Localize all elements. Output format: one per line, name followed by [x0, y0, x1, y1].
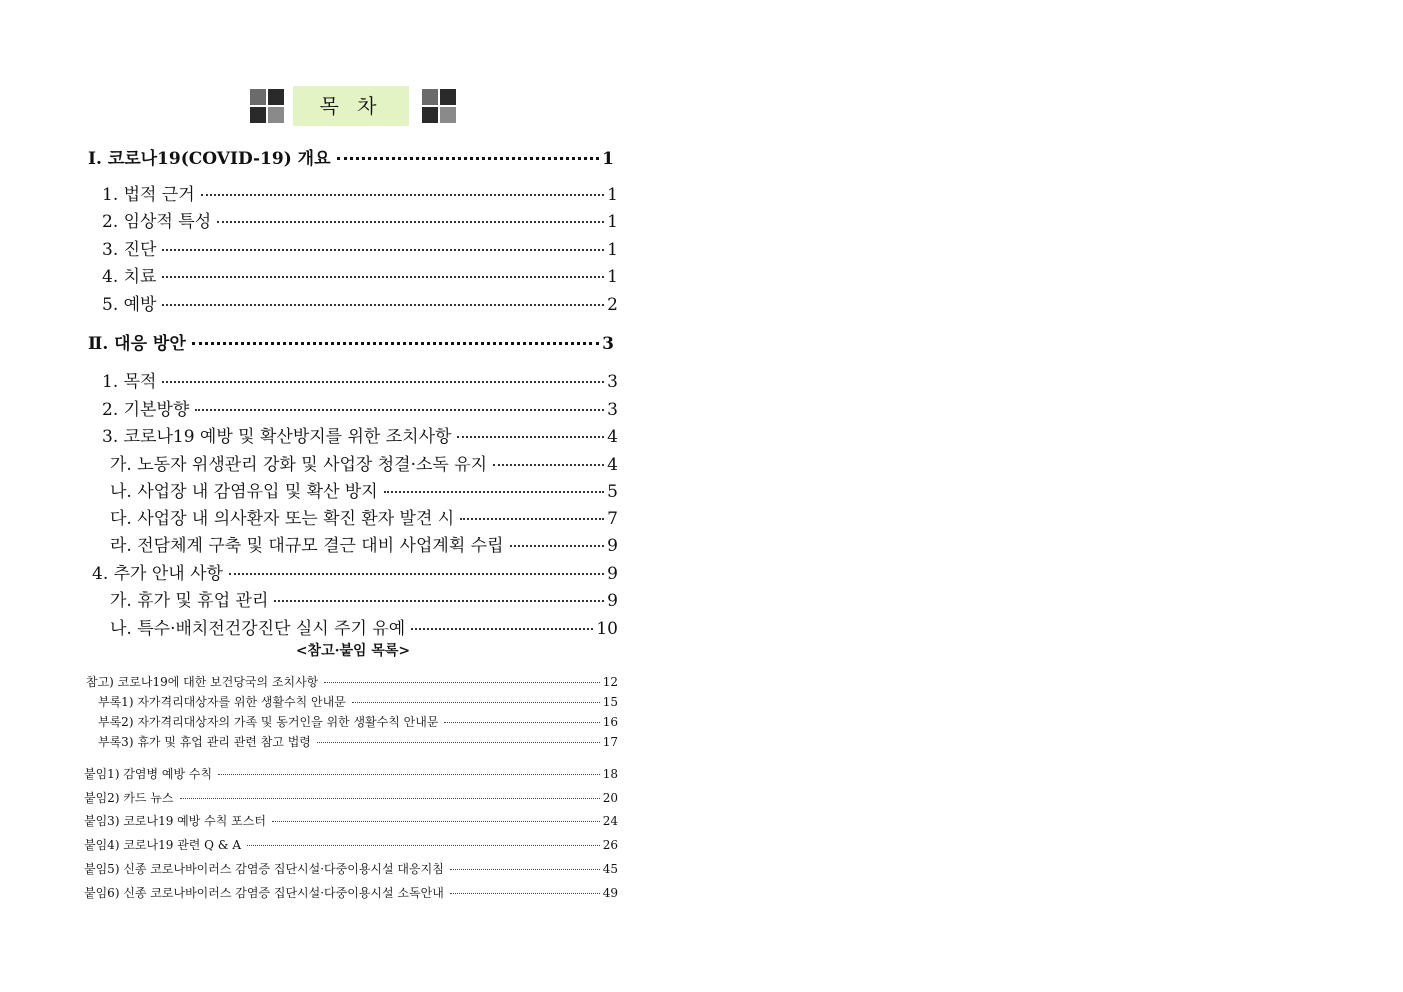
toc-subitem[interactable] — [110, 614, 618, 639]
leader-dots — [444, 722, 599, 723]
attachment-page-number: 45 — [602, 862, 618, 876]
toc-item-label: 가. 휴가 및 휴업 관리 — [110, 591, 269, 611]
toc-item[interactable] — [102, 262, 618, 287]
leader-dots — [352, 702, 600, 703]
toc-subitem[interactable] — [110, 477, 618, 502]
toc-page-number: 1 — [607, 185, 618, 205]
toc-item[interactable] — [102, 290, 618, 315]
leader-dots — [162, 381, 604, 383]
toc-subitem[interactable] — [110, 504, 618, 529]
leader-dots — [201, 194, 604, 196]
attachment-label: 붙임5) 신종 코로나바이러스 감염증 집단시설·다중이용시설 대응지침 — [84, 862, 444, 876]
toc-subitem[interactable] — [110, 586, 618, 611]
leader-dots — [180, 798, 600, 799]
ref-item[interactable] — [86, 673, 618, 690]
toc-item-label: 다. 사업장 내 의사환자 또는 확진 환자 발견 시 — [110, 509, 455, 529]
toc-page-number: 10 — [596, 619, 618, 639]
ref-item[interactable] — [98, 693, 618, 710]
toc-page-number: 9 — [607, 591, 618, 611]
toc-item-label: 나. 사업장 내 감염유입 및 확산 방지 — [110, 482, 378, 502]
toc-page-number: 1 — [607, 212, 618, 232]
ref-page-number: 12 — [602, 675, 618, 689]
toc-item[interactable] — [102, 235, 618, 260]
attachment-page-number: 49 — [602, 886, 618, 900]
toc-item[interactable] — [102, 395, 618, 420]
toc-item-label: 가. 노동자 위생관리 강화 및 사업장 청결·소독 유지 — [110, 455, 488, 475]
toc-page-number: 3 — [607, 372, 618, 392]
toc-page-number: 7 — [607, 509, 618, 529]
ref-label: 부록2) 자가격리대상자의 가족 및 동거인을 위한 생활수칙 안내문 — [98, 715, 439, 729]
grid-decoration-icon — [250, 89, 284, 123]
ref-page-number: 15 — [602, 695, 618, 709]
toc-item-label: 2. 임상적 특성 — [102, 212, 212, 232]
leader-dots — [274, 600, 604, 602]
toc-item[interactable] — [102, 367, 618, 392]
toc-page-number: 9 — [607, 536, 618, 556]
leader-dots — [510, 545, 605, 547]
attachment-item[interactable] — [84, 860, 618, 877]
toc-page-number: 4 — [607, 455, 618, 475]
attachment-page-number: 24 — [602, 814, 618, 828]
leader-dots — [457, 436, 604, 438]
toc-page-number: 1 — [607, 267, 618, 287]
toc-item-label: 2. 기본방향 — [102, 400, 190, 420]
toc-section[interactable] — [88, 144, 614, 169]
toc-item-label: 4. 치료 — [102, 267, 157, 287]
ref-label: 부록1) 자가격리대상자를 위한 생활수칙 안내문 — [98, 695, 346, 709]
ref-label: 부록3) 휴가 및 휴업 관리 관련 참고 법령 — [98, 735, 311, 749]
toc-page-number: 3 — [602, 334, 614, 354]
toc-item[interactable] — [102, 422, 618, 447]
refs-heading: <참고·붙임 목록> — [295, 643, 411, 659]
attachment-item[interactable] — [84, 884, 618, 901]
leader-dots — [218, 774, 600, 775]
toc-item[interactable] — [92, 559, 618, 584]
toc-page-number: 5 — [607, 482, 618, 502]
ref-page-number: 17 — [602, 735, 618, 749]
ref-item[interactable] — [98, 733, 618, 750]
toc-page-number: 1 — [602, 149, 614, 169]
attachment-label: 붙임3) 코로나19 예방 수칙 포스터 — [84, 814, 266, 828]
toc-item[interactable] — [102, 180, 618, 205]
attachment-page-number: 18 — [602, 767, 618, 781]
leader-dots — [217, 221, 604, 223]
toc-subitem[interactable] — [110, 450, 618, 475]
toc-section-label: Ⅱ. 대응 방안 — [88, 334, 186, 354]
toc-item-label: 3. 진단 — [102, 240, 157, 260]
leader-dots — [384, 491, 604, 493]
toc-page-number: 4 — [607, 427, 618, 447]
grid-decoration-icon — [422, 89, 456, 123]
toc-item-label: 4. 추가 안내 사항 — [92, 564, 223, 584]
leader-dots — [411, 628, 593, 630]
leader-dots — [195, 409, 604, 411]
attachment-page-number: 20 — [602, 791, 618, 805]
toc-title-block — [250, 86, 460, 128]
leader-dots — [317, 742, 600, 743]
toc-item-label: 나. 특수·배치전건강진단 실시 주기 유예 — [110, 619, 406, 639]
toc-item-label: 1. 법적 근거 — [102, 185, 195, 205]
attachment-label: 붙임4) 코로나19 관련 Q & A — [84, 838, 241, 852]
leader-dots — [324, 682, 599, 683]
leader-dots — [192, 342, 599, 345]
attachment-page-number: 26 — [602, 838, 618, 852]
ref-label: 참고) 코로나19에 대한 보건당국의 조치사항 — [86, 675, 319, 689]
attachment-item[interactable] — [84, 812, 618, 829]
attachment-item[interactable] — [84, 836, 618, 853]
leader-dots — [272, 821, 600, 822]
leader-dots — [162, 304, 604, 306]
leader-dots — [493, 464, 604, 466]
toc-page-number: 2 — [607, 295, 618, 315]
attachment-label: 붙임2) 카드 뉴스 — [84, 791, 174, 805]
toc-item-label: 라. 전담체계 구축 및 대규모 결근 대비 사업계획 수립 — [110, 536, 504, 556]
attachment-label: 붙임1) 감염병 예방 수칙 — [84, 767, 213, 781]
leader-dots — [460, 518, 604, 520]
leader-dots — [162, 276, 604, 278]
attachment-item[interactable] — [84, 789, 618, 806]
toc-page-number: 9 — [607, 564, 618, 584]
leader-dots — [450, 893, 600, 894]
toc-item[interactable] — [102, 207, 618, 232]
attachment-label: 붙임6) 신종 코로나바이러스 감염증 집단시설·다중이용시설 소독안내 — [84, 886, 444, 900]
page-title: 목 차 — [293, 86, 409, 126]
toc-item-label: 3. 코로나19 예방 및 확산방지를 위한 조치사항 — [102, 427, 452, 447]
toc-item-label: 1. 목적 — [102, 372, 157, 392]
leader-dots — [337, 157, 600, 160]
leader-dots — [229, 573, 604, 575]
toc-section-label: Ⅰ. 코로나19(COVID-19) 개요 — [88, 149, 331, 169]
toc-page-number: 3 — [607, 400, 618, 420]
toc-item-label: 5. 예방 — [102, 295, 157, 315]
leader-dots — [247, 845, 600, 846]
leader-dots — [450, 869, 600, 870]
toc-page-number: 1 — [607, 240, 618, 260]
ref-item[interactable] — [98, 713, 618, 730]
attachment-item[interactable] — [84, 765, 618, 782]
toc-section[interactable] — [88, 329, 614, 354]
leader-dots — [162, 249, 604, 251]
ref-page-number: 16 — [602, 715, 618, 729]
toc-subitem[interactable] — [110, 531, 618, 556]
